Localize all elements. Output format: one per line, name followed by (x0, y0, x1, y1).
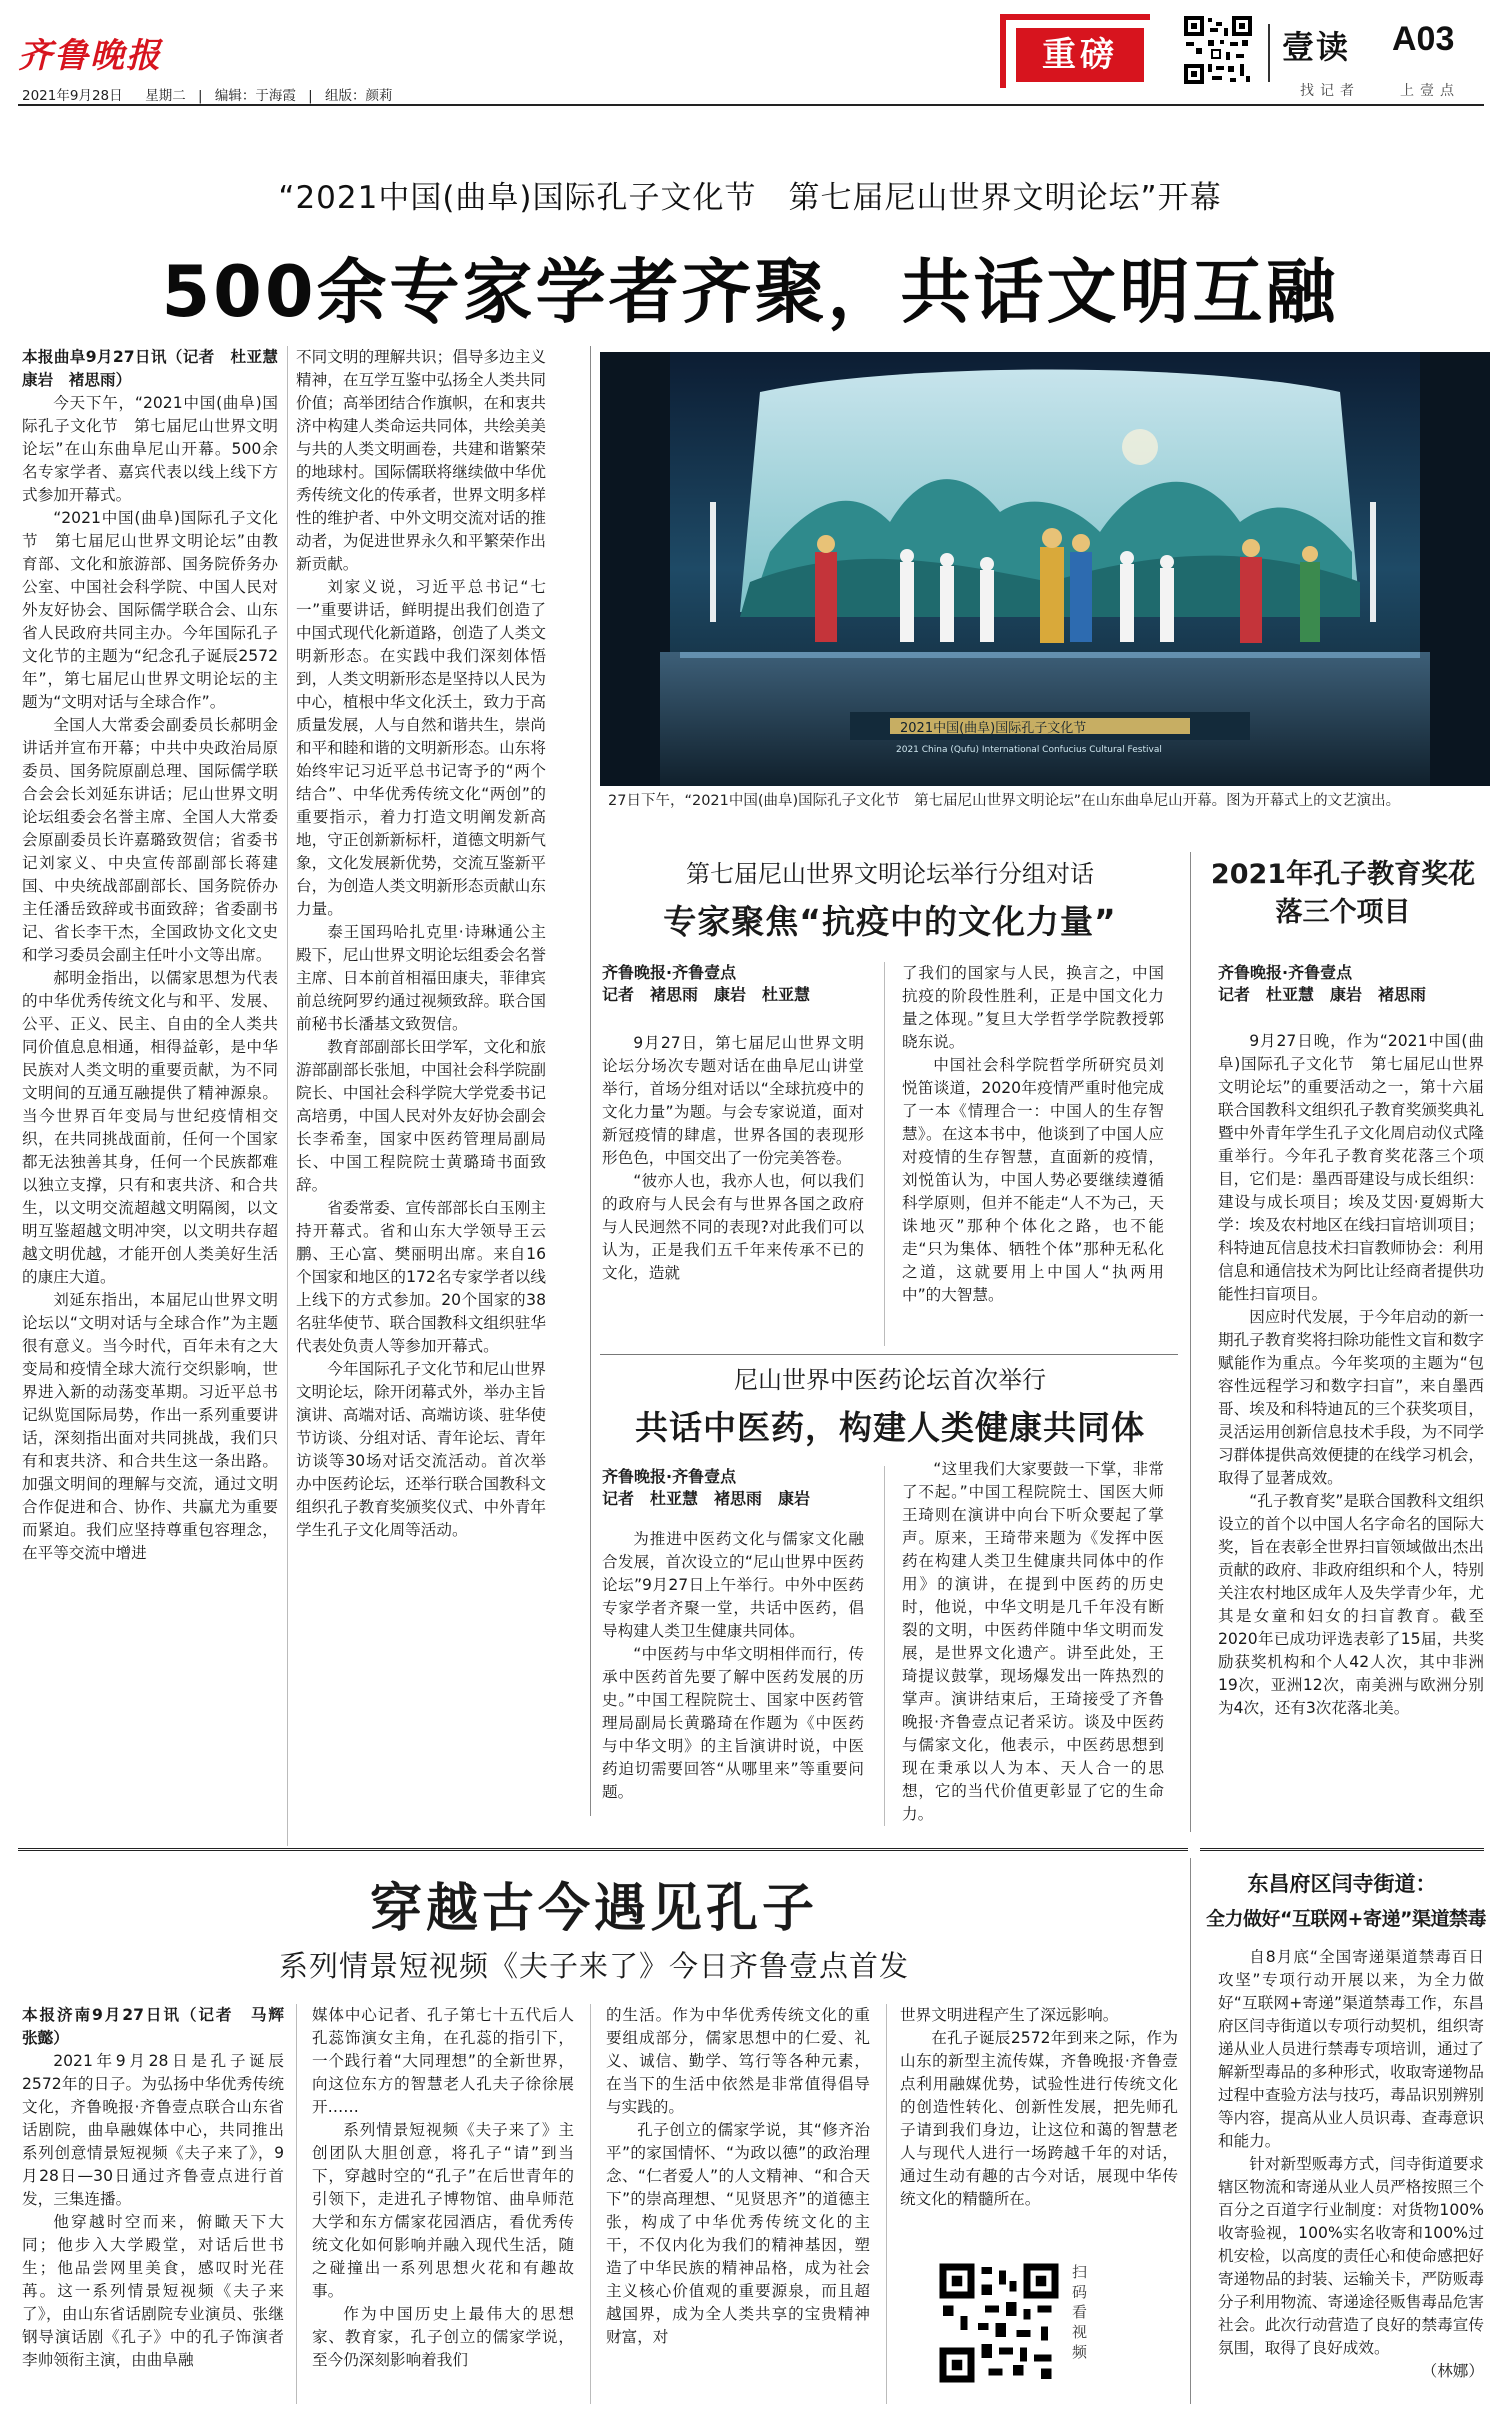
video-qr-code[interactable] (936, 2260, 1062, 2386)
photo-caption: 27日下午，“2021中国(曲阜)国际孔子文化节 第七届尼山世界文明论坛”在山东曲阜尼山开幕。图为开幕式上的文艺演出。 (608, 793, 1401, 809)
newspaper-logo: 齐鲁晚报 (18, 36, 162, 76)
dialogue-para: 了我们的国家与人民，换言之，中国抗疫的阶段性胜利，正是中国文化力量之体现。”复旦大学哲学学院教授郭晓东说。 (902, 964, 1164, 1051)
tcm-col-1 (602, 1528, 864, 1828)
award-col (1218, 1030, 1484, 1830)
issue-info: 2021年9月28日 星期二 | 编辑：于海霞 | 组版：颜莉 (22, 88, 393, 104)
stage-photo (600, 352, 1490, 786)
tcm-source: 齐鲁晚报·齐鲁壹点 (602, 1467, 737, 1486)
dialogue-headline: 专家聚焦“抗疫中的文化力量” (663, 902, 1117, 941)
dialogue-reporters: 记者 褚思雨 康岩 杜亚慧 (602, 985, 811, 1004)
lead-para: 全国人大常委会副委员长郝明金讲话并宣布开幕；中共中央政治局原委员、国务院原副总理、国际儒学联合会会长刘延东讲话；尼山世界文明论坛组委会名誉主席、全国人大常委会原副委员长许嘉璐致贺信；省委书记刘家义、中央宣传部副部长蒋建国、中央统战部副部长、国务院侨办主任潘岳致辞或书面致辞；省委副书记、省长李干杰，全国政协文化文史和学习委员会副主任叶小文等出席。 (22, 716, 278, 964)
editor-credit: 编辑：于海霞 (214, 88, 296, 104)
confucius-para: 在孔子诞辰2572年到来之际，作为山东的新型主流传媒，齐鲁晚报·齐鲁壹点利用融媒优势，试验性进行传统文化的创造性转化、创新性发展，把先师孔子请到我们身边，让这位和蔼的智慧老人与现代人进行一场跨越千年的对话，通过生动有趣的古今对话，展现中华传统文化的精髓所在。 (900, 2029, 1178, 2208)
street-para: 自8月底“全国寄递渠道禁毒百日攻坚”专项行动开展以来，为全力做好“互联网+寄递”渠道禁毒工作，东昌府区闫寺街道以专项行动契机，组织寄递从业人员进行禁毒专项培训，通过了解新型毒品的多种形式，收取寄递物品过程中查验方法与技巧，毒品识别辨别等内容，提高从业人员识毒、查毒意识和能力。 (1218, 1948, 1484, 2150)
confucius-para: 系列情景短视频《夫子来了》主创团队大胆创意，将孔子“请”到当下，穿越时空的“孔子”在后世青年的引领下，走进孔子博物馆、曲阜师范大学和东方儒家花园酒店，看优秀传统文化如何影响并融入现代生活，随之碰撞出一系列思想火花和有趣故事。 (312, 2121, 574, 2300)
confucius-para: 作为中国历史上最伟大的思想家、教育家，孔子创立的儒家学说，至今仍深刻影响着我们 (312, 2305, 574, 2369)
tcm-byline (602, 1466, 882, 1510)
confucius-headline: 穿越古今遇见孔子 (369, 1879, 818, 1939)
street-headline: 全力做好“互联网+寄递”渠道禁毒 (1206, 1908, 1486, 1930)
street-para: 针对新型贩毒方式，闫寺街道要求辖区物流和寄递从业人员严格按照三个百分之百道字行业制度：对货物100%收寄验视，100%实名收寄和100%过机安检，以高度的责任心和使命感把好寄递物品的封装、运输关卡，严防贩毒分子利用物流、寄递途径贩售毒品危害社会。此次行动营造了良好的禁毒宣传氛围，取得了良好成效。 (1218, 2155, 1484, 2357)
issue-date: 2021年9月28日 (22, 88, 123, 104)
confucius-dateline: 本报济南9月27日讯（记者 马辉 张懿） (22, 2006, 300, 2047)
dialogue-col-1 (602, 1032, 864, 1348)
layout-credit: 组版：颜莉 (325, 88, 393, 104)
dialogue-para: 中国社会科学院哲学所研究员刘悦笛谈道，2020年疫情严重时他完成了一本《情理合一：中国人的生存智慧》。在这本书中，他谈到了中国人应对疫情的生存智慧，直面新的疫情，刘悦笛认为，中国人势必要继续遵循科学原则，但并不能走“人不为己，天诛地灭”那种个体化之路，也不能走“只为集体、牺牲个体”那种无私化之道，这就要用上中国人“执两用中”的大智慧。 (902, 1056, 1164, 1304)
award-para: “孔子教育奖”是联合国教科文组织设立的首个以中国人名字命名的国际大奖，旨在表彰全世界扫盲领域做出杰出贡献的政府、非政府组织和个人，特别关注农村地区成年人及失学青少年，尤其是女童和妇女的扫盲教育。截至2020年已成功评选表彰了15届，共奖励获奖机构和个人42人次，其中非洲19次，亚洲12次，南美洲与欧洲分别为4次，还有3次花落北美。 (1218, 1492, 1484, 1717)
street-signature: （林娜） (1421, 2362, 1484, 2380)
lead-headline: 500余专家学者齐聚，共话文明互融 (161, 251, 1339, 333)
lead-kicker: “2021中国(曲阜)国际孔子文化节 第七届尼山世界文明论坛”开幕 (278, 180, 1222, 216)
video-qr-label: 扫码看视频 (1072, 2263, 1088, 2361)
award-headline: 2021年孔子教育奖花落三个项目 (1210, 859, 1476, 928)
lead-para: 今天下午，“2021中国(曲阜)国际孔子文化节 第七届尼山世界文明论坛”在山东曲阜尼山开幕。500余名专家学者、嘉宾代表以线上线下方式参加开幕式。 (22, 394, 278, 504)
street-kicker: 东昌府区闫寺街道： (1247, 1872, 1437, 1896)
street-col (1218, 1946, 1484, 2406)
dialogue-kicker: 第七届尼山世界文明论坛举行分组对话 (686, 860, 1094, 888)
section-tag: 重磅 (1016, 28, 1144, 82)
lead-para: 不同文明的理解共识；倡导多边主义精神，在互学互鉴中弘扬全人类共同价值；高举团结合作旗帜，在和衷共济中构建人类命运共同体，共绘美美与共的人类文明画卷，共建和谐繁荣的地球村。国际儒联将继续做中华优秀传统文化的传承者，世界文明多样性的维护者、中外文明交流对话的推动者，为促进世界永久和平繁荣作出新贡献。 (296, 348, 546, 573)
lead-col-1 (22, 346, 294, 1846)
slogan-right: 上壹点 (1400, 83, 1460, 99)
award-para: 因应时代发展，于今年启动的新一期孔子教育奖将扫除功能性文盲和数字赋能作为重点。今年奖项的主题为“包容性远程学习和数字扫盲”，来自墨西哥、埃及和科特迪瓦的三个获奖项目，灵活运用创新信息技术手段，为不同学习群体提供高效便捷的在线学习机会，取得了显著成效。 (1218, 1308, 1484, 1487)
section-divider-right (1200, 1848, 1484, 1851)
stage-performance-image (600, 352, 1490, 786)
lead-para: 今年国际孔子文化节和尼山世界文明论坛，除开闭幕式外，举办主旨演讲、高端对话、高端访谈、驻华使节访谈、分组对话、青年论坛、青年访谈等30场对话交流活动。首次举办中医药论坛，还举行联合国教科文组织孔子教育奖颁奖仪式、中外青年学生孔子文化周等活动。 (296, 1360, 546, 1539)
dialogue-source: 齐鲁晚报·齐鲁壹点 (602, 963, 737, 982)
stage-banner-text: 2021中国(曲阜)国际孔子文化节 (900, 721, 1087, 736)
award-source: 齐鲁晚报·齐鲁壹点 (1218, 963, 1353, 982)
lead-para: 省委常委、宣传部部长白玉刚主持开幕式。省和山东大学领导王云鹏、王心富、樊丽明出席。来自16个国家和地区的172名专家学者以线上线下的方式参加。20个国家的38名驻华使节、联合国教科文组织驻华代表处负责人等参加开幕式。 (296, 1199, 546, 1355)
page-number: A03 (1392, 20, 1455, 58)
confucius-para: 2021年9月28日是孔子诞辰2572年的日子。为弘扬中华优秀传统文化，齐鲁晚报·齐鲁壹点联合山东省话剧院，曲阜融媒体中心，共同推出系列创意情景短视频《夫子来了》，9月28日—30日通过齐鲁壹点进行首发，三集连播。 (22, 2052, 284, 2208)
tcm-para: “这里我们大家要鼓一下掌，非常了不起。”中国工程院院士、国医大师王琦则在演讲中向台下听众要起了掌声。原来，王琦带来题为《发挥中医药在构建人类卫生健康共同体中的作用》的演讲，在提到中医药的历史时，他说，中华文明是几千年没有断裂的文明，中医药伴随中华文明而发展，是世界文化遗产。讲至此处，王琦提议鼓掌，现场爆发出一阵热烈的掌声。演讲结束后，王琦接受了齐鲁晚报·齐鲁壹点记者采访。谈及中医药与儒家文化，他表示，中医药思想到现在秉承以人为本、天人合一的思想，它的当代价值更彰显了它的生命力。 (902, 1460, 1164, 1823)
award-para: 9月27日晚，作为“2021中国(曲阜)国际孔子文化节 第七届尼山世界文明论坛”的重要活动之一，第十六届联合国教科文组织孔子教育奖颁奖典礼暨中外青年学生孔子文化周启动仪式隆重举行。今年孔子教育奖花落三个项目，它们是：墨西哥建设与成长组织：建设与成长项目；埃及艾因·夏姆斯大学：埃及农村地区在线扫盲培训项目；科特迪瓦信息技术扫盲教师协会：利用信息和通信技术为阿比让经商者提供功能性扫盲项目。 (1218, 1032, 1484, 1303)
lead-col-2 (296, 346, 546, 1846)
lead-para: 郝明金指出，以儒家思想为代表的中华优秀传统文化与和平、发展、公平、正义、民主、自由的全人类共同价值息息相通，相得益彰，是中华民族对人类文明的重要贡献，为不同文明间的互通互融提供了精神源泉。当今世界百年变局与世纪疫情相交织，在共同挑战面前，任何一个国家都无法独善其身，任何一个民族都难以独立支撑，只有和衷共济、和合共生，以文明交流超越文明隔阂，以文明互鉴超越文明冲突，以文明共存超越文明优越，才能开创人类美好生活的康庄大道。 (22, 969, 278, 1286)
confucius-para: 孔子创立的儒家学说，其“修齐治平”的家国情怀、“为政以德”的政治理念、“仁者爱人”的人文精神、“和合天下”的崇高理想、“见贤思齐”的道德主张，构成了中华优秀传统文化的主干，不仅内化为我们的精神基因，塑造了中华民族的精神品格，成为社会主义核心价值观的重要源泉，而且超越国界，成为全人类共享的宝贵精神财富，对 (606, 2121, 870, 2346)
confucius-col-4 (900, 2004, 1178, 2208)
tcm-col-2 (902, 1458, 1164, 1830)
confucius-para: 的生活。作为中华优秀传统文化的重要组成部分，儒家思想中的仁爱、礼义、诚信、勤学、笃行等各种元素，在当下的生活中依然是非常值得倡导与实践的。 (606, 2006, 870, 2116)
confucius-para: 他穿越时空而来，俯瞰天下大同；他步入大学殿堂，对话后世书生；他品尝网里美食，感叹时光荏苒。这一系列情景短视频《夫子来了》，由山东省话剧院专业演员、张继钢导演话剧《孔子》中的孔子饰演者李帅领衔主演，由曲阜融 (22, 2213, 284, 2369)
lead-para: 刘家义说，习近平总书记“七一”重要讲话，鲜明提出我们创造了中国式现代化新道路，创造了人类文明新形态。在实践中我们深刻体悟到，人类文明新形态是坚持以人民为中心，植根中华文化沃土，致力于高质量发展，人与自然和谐共生，崇尚和平和睦和谐的文明新形态。山东将始终牢记习近平总书记寄予的“两个结合”、中华优秀传统文化“两创”的重要指示，着力打造文明阐发新高地，守正创新新标杆，道德文明新气象，文化发展新优势，交流互鉴新平台，为创造人类文明新形态贡献山东力量。 (296, 578, 546, 918)
dialogue-col-2 (902, 962, 1164, 1348)
award-reporters: 记者 杜亚慧 康岩 褚思雨 (1218, 985, 1427, 1004)
dialogue-para: 9月27日，第七届尼山世界文明论坛分场次专题对话在曲阜尼山讲堂举行，首场分组对话以“全球抗疫中的文化力量”为题。与会专家说道，面对新冠疫情的肆虐，世界各国的表现形形色色，中国交出了一份完美答卷。 (602, 1034, 864, 1167)
confucius-col-1 (22, 2004, 300, 2404)
lead-para: “2021中国(曲阜)国际孔子文化节 第七届尼山世界文明论坛”由教育部、文化和旅游部、国务院侨务办公室、中国社会科学院、中国人民对外友好协会、国际儒学联合会、山东省人民政府共同主办。今年国际孔子文化节的主题为“纪念孔子诞辰2572年”，第七届尼山世界文明论坛的主题为“文明对话与全球合作”。 (22, 509, 278, 711)
section-divider (18, 1848, 1188, 1851)
confucius-para: 媒体中心记者、孔子第七十五代后人孔蕊饰演女主角，在孔蕊的指引下，一个践行着“大同理想”的全新世界，向这位东方的智慧老人孔夫子徐徐展开…… (312, 2006, 574, 2116)
dialogue-byline (602, 962, 882, 1006)
lead-para: 泰王国玛哈扎克里·诗琳通公主殿下，尼山世界文明论坛组委会名誉主席、日本前首相福田康夫，菲律宾前总统阿罗约通过视频致辞。联合国前秘书长潘基文致贺信。 (296, 923, 546, 1033)
award-byline (1218, 962, 1488, 1006)
confucius-col-2 (312, 2004, 574, 2404)
dialogue-para: “彼亦人也，我亦人也，何以我们的政府与人民会有与世界各国之政府与人民迥然不同的表现?对此我们可以认为，正是我们五千年来传承不已的文化，造就 (602, 1172, 864, 1282)
lead-para: 刘延东指出，本届尼山世界文明论坛以“文明对话与全球合作”为主题很有意义。当今时代，百年未有之大变局和疫情全球大流行交织影响，世界进入新的动荡变革期。习近平总书记纵览国际局势，作出一系列重要讲话，深刻指出面对共同挑战，我们只有和衷共济、和合共生这一条出路。加强文明间的理解与交流，通过文明合作促进和合、协作、共赢尤为重要而紧迫。我们应坚持尊重包容理念，在平等交流中增进 (22, 1291, 278, 1562)
confucius-para: 世界文明进程产生了深远影响。 (900, 2006, 1119, 2024)
tcm-kicker: 尼山世界中医药论坛首次举行 (734, 1366, 1046, 1394)
tcm-reporters: 记者 杜亚慧 褚思雨 康岩 (602, 1489, 811, 1508)
qr-code-icon (1182, 14, 1254, 86)
confucius-col-3 (606, 2004, 870, 2404)
tcm-para: 为推进中医药文化与儒家文化融合发展，首次设立的“尼山世界中医药论坛”9月27日上午举行。中外中医药专家学者齐聚一堂，共话中医药，倡导构建人类卫生健康共同体。 (602, 1530, 864, 1640)
masthead-qr-code[interactable] (1182, 14, 1254, 86)
qr-code-icon (936, 2260, 1062, 2386)
lead-dateline: 本报曲阜9月27日讯（记者 杜亚慧 康岩 褚思雨） (22, 348, 294, 389)
tcm-para: “中医药与中华文明相伴而行，传承中医药首先要了解中医药发展的历史。”中国工程院院士、国家中医药管理局副局长黄璐琦在作题为《中医药与中华文明》的主旨演讲时说，中医药迫切需要回答“从哪里来”等重要问题。 (602, 1645, 864, 1801)
slogan-left: 找记者 (1300, 83, 1360, 99)
issue-weekday: 星期二 (145, 88, 186, 104)
section-name: 壹读 (1282, 28, 1351, 66)
stage-banner-text-en: 2021 China (Qufu) International Confucius Cultural Festival (896, 745, 1162, 755)
confucius-subhead: 系列情景短视频《夫子来了》今日齐鲁壹点首发 (278, 1949, 909, 1983)
masthead-rule (18, 104, 1484, 106)
lead-para: 教育部副部长田学军，文化和旅游部副部长张旭，中国社会科学院副院长、中国社会科学院大学党委书记高培勇，中国人民对外友好协会副会长李希奎，国家中医药管理局副局长、中国工程院院士黄璐琦书面致辞。 (296, 1038, 546, 1194)
tcm-headline: 共话中医药，构建人类健康共同体 (635, 1408, 1145, 1447)
